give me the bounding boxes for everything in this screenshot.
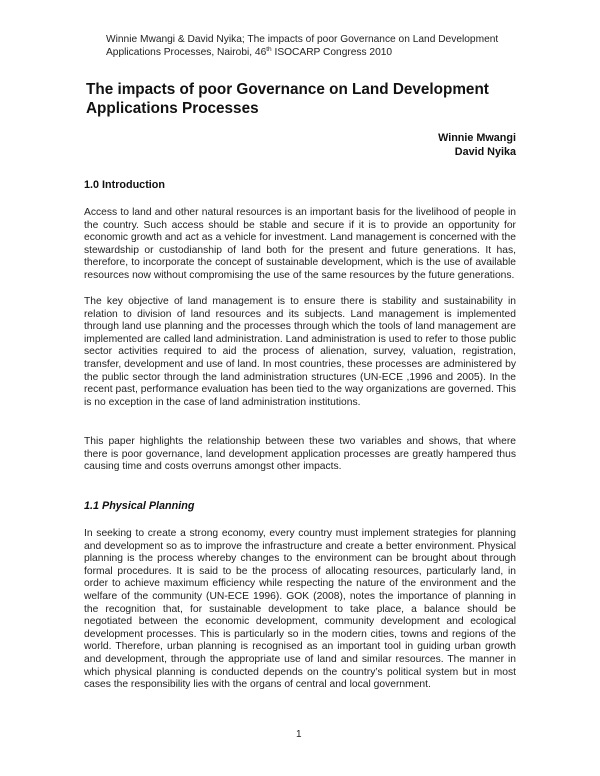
running-header-line-1: Winnie Mwangi & David Nyika; The impacts of poor Governance on Land Development	[106, 34, 499, 45]
author-list	[438, 131, 516, 159]
section-heading-physical-planning: 1.1 Physical Planning	[84, 500, 195, 512]
section-heading-introduction: 1.0 Introduction	[84, 179, 165, 191]
paragraph: This paper highlights the relationship between these two variables and shows, that where there is poor governance, land development application processes are greatly hampered thus causing time and costs overruns amongst other impacts.	[84, 436, 516, 473]
paragraph: The key objective of land management is to ensure there is stability and sustainability in relation to division of land resources and its subjects. Land management is implemented through land use planning and the processes through which the tools of land management are implemented are called land administration. Land administration is used to refer to those public sector activities required to aid the process of alienation, survey, valuation, registration, transfer, development and use of land. In most countries, these processes are administered by the public sector through the land administration structures (UN-ECE ,1996 and 2005). In the recent past, performance evaluation has been tied to the way organizations are governed. This is no exception in the case of land administration institutions.	[84, 296, 516, 408]
paper-title: The impacts of poor Governance on Land Development Applications Processes	[86, 81, 489, 117]
paragraph: In seeking to create a strong economy, every country must implement strategies for planning and development so as to improve the infrastructure and create a better environment. Physical planning is the process whereby changes to the environment can be brought about through formal procedures. It is said to be the process of allocating resources, particularly land, in order to achieve maximum efficiency while respecting the nature of the environment and the welfare of the community (UN-ECE 1996). GOK (2008), notes the importance of planning in the recognition that, for sustainable development to take place, a balance should be negotiated between the economic development, community development and ecological development processes. This is particularly so in the modern cities, towns and regions of the world. Therefore, urban planning is recognised as an important tool in guiding urban growth and development, through the appropriate use of land and similar resources. The manner in which physical planning is conducted depends on the country’s political system but in most cases the responsibility lies with the organs of central and local government.	[84, 528, 516, 691]
author-name: David Nyika	[454, 146, 516, 158]
paragraph: Access to land and other natural resources is an important basis for the livelihood of people in the country. Such access should be stable and secure if it is to provide an opportunity for economic growth and act as a vehicle for investment. Land management is concerned with the stewardship or custodianship of land both for the present and future generations. It has, therefore, to incorporate the concept of sustainable development, which is the use of available resources now without compromising the use of the same resources by the future generations.	[84, 207, 516, 281]
page-number: 1	[296, 729, 302, 740]
author-name: Winnie Mwangi	[438, 132, 516, 144]
running-header-line-2: Applications Processes, Nairobi, 46th ISOCARP Congress 2010	[106, 46, 393, 58]
running-header	[106, 33, 526, 59]
